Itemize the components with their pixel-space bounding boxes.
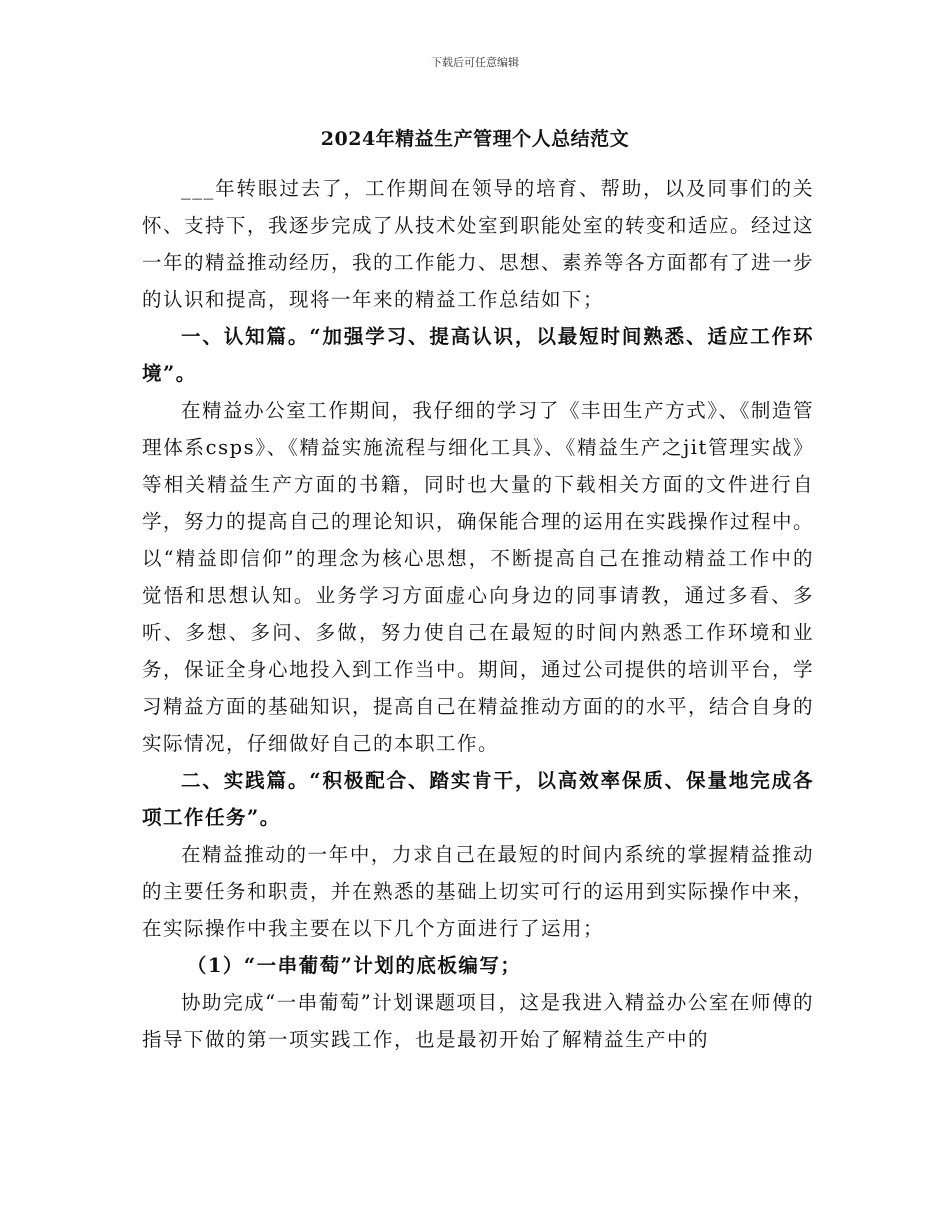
grape-plan-paragraph: 协助完成“一串葡萄”计划课题项目，这是我进入精益办公室在师傅的指导下做的第一项实践工作，也是最初开始了解精益生产中的	[142, 991, 814, 1051]
section-heading-practice: 二、实践篇。“积极配合、踏实肯干，以高效率保质、保量地完成各项工作任务”。	[142, 769, 814, 829]
cognition-paragraph: 在精益办公室工作期间，我仔细的学习了《丰田生产方式》、《制造管理体系csps》、《精益实施流程与细化工具》、《精益生产之jit管理实战》等相关精益生产方面的书籍，同时也大量的下载相关方面的文件进行自学，努力的提高自己的理论知识，确保能合理的运用在实践操作过程中。以“精益即信仰”的理念为核心思想，不断提高自己在推动精益工作中的觉悟和思想认知。业务学习方面虚心向身边的同事请教，通过多看、多听、多想、多问、多做，努力使自己在最短的时间内熟悉工作环境和业务，保证全身心地投入到工作当中。期间，通过公司提供的培训平台，学习精益方面的基础知识，提高自己在精益推动方面的的水平，结合自身的实际情况，仔细做好自己的本职工作。	[142, 399, 815, 755]
page-header-note: 下载后可任意编辑	[431, 56, 519, 69]
practice-paragraph: 在精益推动的一年中，力求自己在最短的时间内系统的掌握精益推动的主要任务和职责，并在熟悉的基础上切实可行的运用到实际操作中来，在实际操作中我主要在以下几个方面进行了运用；	[142, 843, 815, 940]
document-title: 2024年精益生产管理个人总结范文	[320, 128, 630, 150]
document-body	[142, 170, 814, 1058]
subsection-heading-grape-plan: （1）“一串葡萄”计划的底板编写；	[186, 954, 522, 977]
intro-paragraph: ___年转眼过去了，工作期间在领导的培育、帮助，以及同事们的关怀、支持下，我逐步完成了从技术处室到职能处室的转变和适应。经过这一年的精益推动经历，我的工作能力、思想、素养等各方面都有了进一步的认识和提高，现将一年来的精益工作总结如下；	[142, 177, 815, 311]
section-heading-cognition: 一、认知篇。“加强学习、提高认识，以最短时间熟悉、适应工作环境”。	[142, 325, 814, 385]
